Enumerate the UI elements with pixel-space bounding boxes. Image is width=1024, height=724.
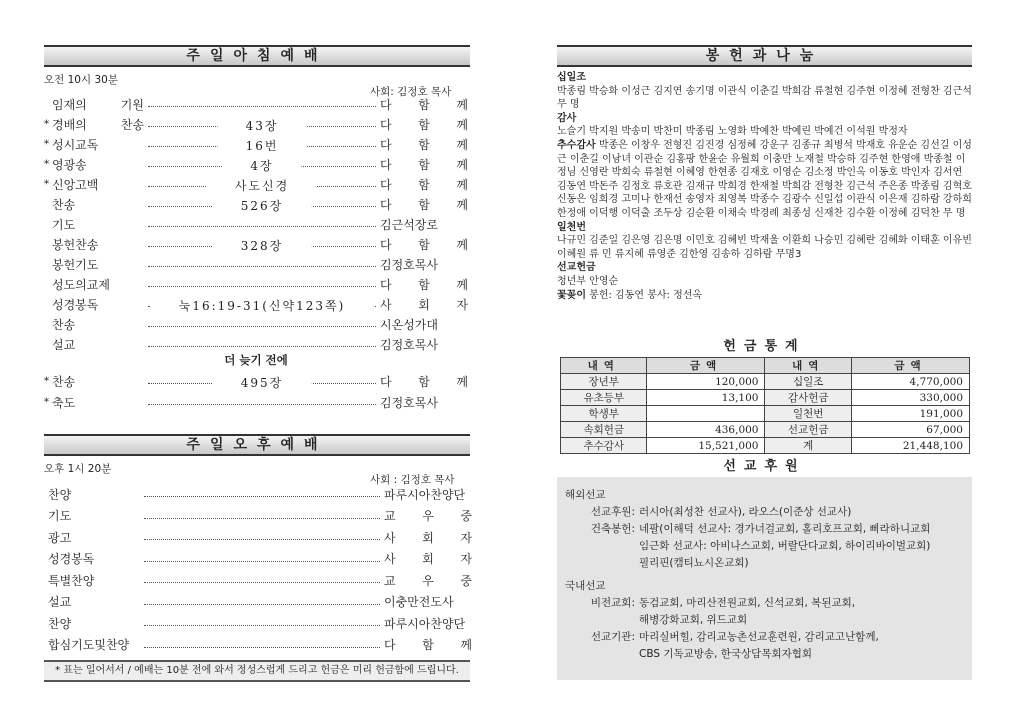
table-cell: 추수감사 — [561, 438, 647, 454]
dot-leader — [144, 617, 380, 626]
col-header: 내역 — [765, 358, 851, 374]
dot-leader — [148, 218, 376, 227]
order-person: 사 회 자 — [380, 297, 468, 312]
table-cell: 선교헌금 — [765, 422, 851, 438]
table-row — [561, 374, 970, 390]
stand-marker: * — [44, 396, 49, 408]
stand-marker: * — [44, 158, 49, 170]
morning-time: 오전 10시 30분 — [44, 74, 118, 86]
order-row — [44, 135, 468, 153]
tithe-names: 박종림 박승화 이성근 김지연 송기명 이관식 이춘길 박희감 류철현 김주현 이정혜 전형찬 김근석 무 명 — [557, 85, 972, 111]
order-detail: 495장 — [213, 374, 312, 391]
support-line: 러시아(최성찬 선교사), 라오스(이준상 선교사) — [639, 506, 852, 518]
order-row — [40, 528, 472, 546]
support-category: 선교기관: — [590, 631, 635, 643]
order-row — [44, 315, 468, 333]
col-header: 금액 — [851, 358, 969, 374]
order-person: 다 함 께 — [380, 97, 468, 112]
order-label: 신앙고백 — [52, 177, 99, 192]
mission-names: 청년부 안영순 — [557, 275, 619, 287]
overseas-heading: 해외선교 — [565, 489, 606, 501]
order-label: 기도 — [48, 509, 72, 523]
order-detail: 16번 — [218, 137, 307, 154]
order-person: 김정호목사 — [380, 257, 438, 272]
dot-leader — [144, 531, 380, 540]
order-row — [44, 215, 468, 233]
table-row — [561, 406, 970, 422]
order-person: 교 우 중 — [384, 509, 472, 523]
order-row — [40, 485, 472, 503]
support-category: 건축봉헌: — [590, 523, 635, 535]
support-row — [565, 504, 964, 521]
table-cell: 4,770,000 — [851, 374, 969, 390]
dot-leader — [148, 375, 376, 390]
dot-leader — [148, 198, 376, 213]
order-label: 봉헌찬송 — [52, 237, 99, 252]
table-cell: 191,000 — [851, 406, 969, 422]
order-row — [44, 195, 468, 213]
dot-leader — [148, 338, 376, 347]
order-detail: 눅16:19-31(신약123쪽) — [151, 297, 374, 314]
order-label: 경배의 찬송 — [52, 117, 144, 132]
dot-leader — [148, 238, 376, 253]
dot-leader — [148, 298, 376, 313]
order-label: 찬송 — [52, 197, 76, 212]
thanks-label: 감사 — [557, 112, 577, 124]
afternoon-time: 오후 1시 20분 — [44, 463, 112, 475]
dot-leader — [148, 396, 376, 405]
order-label: 특별찬양 — [48, 573, 95, 588]
footer-note: * 표는 일어서서 / 예배는 10분 전에 와서 정성스럽게 드리고 헌금은 미리 헌금함에 드립니다. — [44, 660, 470, 682]
support-line: 네팔(이해덕 선교사: 경가너걸교회, 홀리호프교회, 삐라하니교회 — [639, 523, 931, 535]
order-row — [40, 550, 472, 568]
order-person: 다 함 께 — [380, 157, 468, 172]
order-label: 광고 — [48, 530, 72, 545]
order-label: 찬송 — [52, 374, 76, 389]
stats-title: 헌금통계 — [723, 339, 806, 354]
dot-leader — [144, 553, 380, 562]
dot-leader — [144, 596, 380, 605]
order-person: 다 함 께 — [380, 117, 468, 132]
stand-marker: * — [44, 118, 49, 130]
stand-marker: * — [44, 178, 49, 190]
order-row — [40, 507, 472, 525]
support-line: 동검교회, 마리산전원교회, 신석교회, 복된교회, — [639, 597, 856, 609]
dot-leader — [148, 98, 376, 107]
order-row — [44, 275, 468, 293]
morning-header: 주일아침예배 — [44, 45, 470, 67]
table-cell: 13,100 — [647, 390, 765, 406]
order-row — [44, 335, 468, 353]
order-row — [44, 235, 468, 253]
order-label: 찬송 — [52, 317, 76, 332]
order-label: 축도 — [52, 395, 76, 410]
support-category: 비전교회: — [590, 597, 635, 609]
order-label: 성시교독 — [52, 137, 99, 152]
dot-leader — [148, 318, 376, 327]
order-label: 기도 — [52, 217, 76, 232]
stand-marker: * — [44, 375, 49, 387]
dot-leader — [144, 488, 380, 497]
col-header: 금액 — [647, 358, 765, 374]
order-label: 합심기도및찬양 — [48, 638, 130, 652]
support-row — [565, 521, 964, 572]
order-label: 영광송 — [52, 157, 87, 172]
table-cell: 15,521,000 — [647, 438, 765, 454]
offering-list — [557, 71, 972, 302]
order-detail: 328장 — [213, 237, 312, 254]
dot-leader — [148, 158, 376, 173]
support-line: 임근화 선교사: 아비나스교회, 버랄단다교회, 하이리바이벌교회) — [639, 540, 931, 552]
dot-leader — [144, 639, 380, 648]
order-label: 찬양 — [48, 616, 72, 631]
order-person: 김정호목사 — [380, 337, 438, 352]
thanks-names: 노슬기 박지원 박송미 박찬미 박종림 노영화 박예찬 박예린 박예건 이석원 박정자 — [557, 126, 908, 138]
order-label: 임재의 기원 — [52, 97, 144, 112]
support-line: CBS 기독교방송, 한국상담목회자협회 — [639, 648, 813, 660]
table-cell: 장년부 — [561, 374, 647, 390]
order-label: 설교 — [52, 337, 76, 352]
order-person: 김근석장로 — [380, 217, 438, 232]
support-line: 필리핀(캠티뇨시온교회) — [639, 557, 749, 569]
order-person: 시온성가대 — [380, 317, 438, 332]
afternoon-leader: 사회 : 김정호 목사 — [370, 474, 455, 486]
order-row — [44, 155, 468, 173]
order-row — [44, 393, 468, 411]
dot-leader — [144, 510, 380, 519]
dot-leader — [148, 258, 376, 267]
order-row — [40, 614, 472, 632]
dot-leader — [148, 278, 376, 287]
table-row — [561, 438, 970, 454]
domestic-heading: 국내선교 — [565, 580, 606, 592]
col-header: 내역 — [561, 358, 647, 374]
order-row — [44, 255, 468, 273]
support-line: 마리실버힐, 감리교농촌선교훈련원, 감리교고난함께, — [639, 631, 879, 643]
order-detail: 43장 — [218, 117, 307, 134]
dot-leader — [148, 118, 376, 133]
order-label: 찬양 — [48, 487, 72, 502]
table-cell: 학생부 — [561, 406, 647, 422]
table-cell: 436,000 — [647, 422, 765, 438]
support-row — [565, 629, 964, 663]
order-row — [44, 95, 468, 113]
dot-leader — [148, 138, 376, 153]
order-person: 다 함 께 — [380, 237, 468, 252]
order-person: 김정호목사 — [380, 395, 438, 410]
section-subtitle: 더 늦기 전에 — [224, 353, 288, 367]
order-row — [40, 571, 472, 589]
stand-marker: * — [44, 138, 49, 150]
table-row — [561, 422, 970, 438]
table-cell: 십일조 — [765, 374, 851, 390]
table-row — [561, 390, 970, 406]
table-cell: 유초등부 — [561, 390, 647, 406]
order-person: 다 함 께 — [380, 177, 468, 192]
order-person: 이충만전도사 — [384, 595, 454, 609]
table-cell: 330,000 — [851, 390, 969, 406]
order-person: 다 함 께 — [380, 374, 468, 389]
order-label: 성경봉독 — [48, 552, 95, 566]
thousand-label: 일천번 — [557, 221, 586, 233]
order-row — [44, 175, 468, 193]
flower-names: 봉헌: 김동연 봉사: 정선옥 — [589, 289, 703, 301]
order-row — [44, 115, 468, 133]
order-label: 설교 — [48, 595, 72, 609]
harvest-names: 박종은 이창우 전형진 김진경 심정혜 강운구 김종규 최병석 박재호 유운순 김선길 이성근 이춘길 이남녀 이관순 김홍팡 한윤순 유월희 이충만 노재철 박승하 김주현 한영애 박종철 이정님 신영란 박희숙 류철현 이혜영 한현종 김재호 이영순 김소정 박인옥 이동호 박인자 김서연 김동연 박돈주 김정호 류호관 김재규 박희경 한재철 박희감 전형찬 김근석 주은종 박종림 김혁호 신동은 임희경 고미나 한재선 송영자 최영복 박종수 김광수 신일섭 이관식 이은재 김하람 강하희 한정애 이덕행 이덕출 조두상 김순환 이채숙 박경례 최종성 신재찬 김수환 이정혜 김덕찬 무 명 — [557, 139, 972, 219]
dot-leader — [144, 574, 380, 583]
table-cell: 속회헌금 — [561, 422, 647, 438]
order-label: 성경봉독 — [52, 297, 99, 312]
table-cell: 21,448,100 — [851, 438, 969, 454]
offering-stats-table — [560, 357, 970, 454]
offering-header: 봉헌과나눔 — [557, 45, 972, 67]
order-detail: 526장 — [213, 197, 312, 214]
support-category: 선교후원: — [590, 506, 635, 518]
flower-label: 꽃꽂이 — [557, 289, 586, 301]
order-person: 사 회 자 — [384, 552, 472, 566]
morning-leader: 사회: 김정호 목사 — [370, 86, 452, 98]
order-person: 다 함 께 — [384, 638, 472, 652]
table-cell: 일천번 — [765, 406, 851, 422]
support-line: 해병강화교회, 위드교회 — [639, 614, 748, 626]
thousand-names: 나규민 김준일 김은영 김은명 이민호 김혜빈 박재울 이환희 나승민 김혜란 김혜화 이태훈 이유빈 이혜원 류 민 류지혜 류영준 김한영 김송하 김하람 무명3 — [557, 235, 972, 260]
table-cell: 감사헌금 — [765, 390, 851, 406]
order-person: 파루시아찬양단 — [384, 616, 466, 631]
order-row — [44, 372, 468, 390]
harvest-label: 추수감사 — [557, 139, 596, 151]
afternoon-header: 주일오후예배 — [44, 434, 470, 456]
mission-support-box — [557, 477, 972, 680]
order-row — [44, 295, 468, 313]
support-title: 선교후원 — [723, 459, 806, 474]
order-detail: 사도신경 — [207, 177, 317, 194]
order-label: 성도의교제 — [52, 277, 110, 292]
order-person: 사 회 자 — [384, 530, 472, 545]
order-detail: 4장 — [222, 157, 301, 174]
table-cell: 계 — [765, 438, 851, 454]
mission-label: 선교헌금 — [557, 262, 596, 274]
table-cell: 120,000 — [647, 374, 765, 390]
table-cell: 67,000 — [851, 422, 969, 438]
order-label: 봉헌기도 — [52, 257, 99, 272]
dot-leader — [148, 178, 376, 193]
order-person: 교 우 중 — [384, 573, 472, 588]
order-person: 파루시아찬양단 — [384, 487, 466, 502]
order-row — [40, 636, 472, 654]
support-row — [565, 595, 964, 629]
tithe-label: 십일조 — [557, 72, 586, 83]
table-cell — [647, 406, 765, 422]
order-person: 다 함 께 — [380, 137, 468, 152]
order-person: 다 함 께 — [380, 277, 468, 292]
order-row — [40, 593, 472, 611]
order-person: 다 함 께 — [380, 197, 468, 212]
